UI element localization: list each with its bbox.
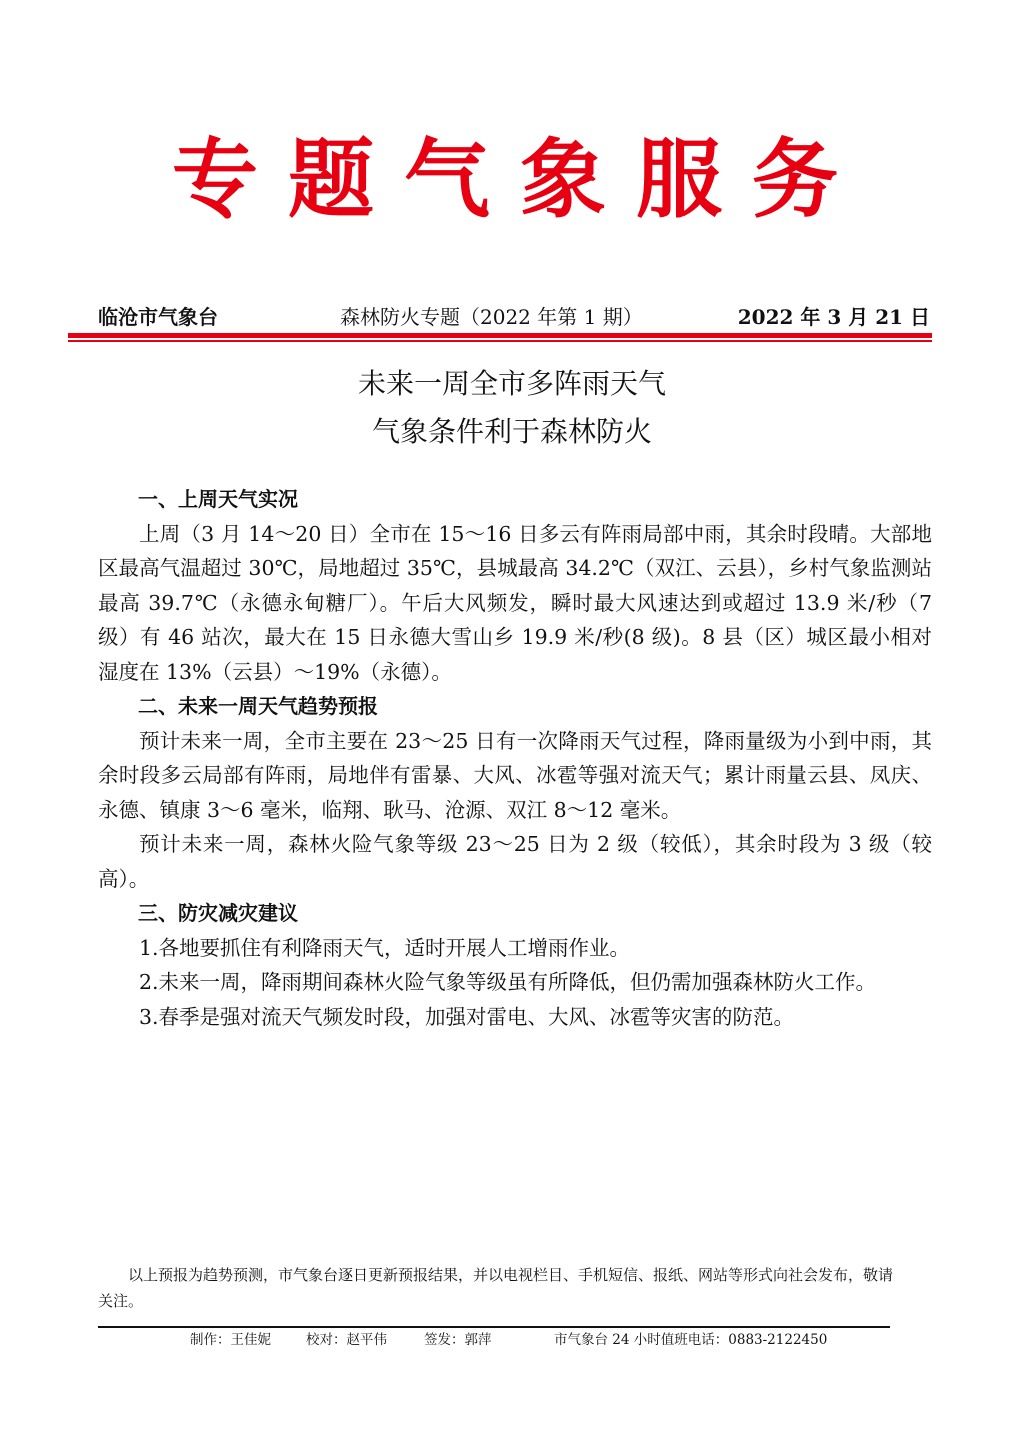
- document-body: [98, 482, 932, 1034]
- footer-proofreader: 校对：赵平伟: [306, 1332, 387, 1348]
- header-divider-thick: [68, 333, 932, 338]
- weather-review-paragraph: 上周（3 月 14～20 日）全市在 15～16 日多云有阵雨局部中雨，其余时段晴。大部地区最高气温超过 30℃，局地超过 35℃，县城最高 34.2℃（双江、云县），乡村气象监测站最高 39.7℃（永德永甸糖厂）。午后大风频发，瞬时最大风速达到或超过 13.9 米/秒（7 级）有 46 站次，最大在 15 日永德大雪山乡 19.9 米/秒(8 级)。8 县（区）城区最小相对湿度在 13%（云县）～19%（永德）。: [98, 521, 932, 684]
- section-heading-advice: 三、防灾减灾建议: [138, 901, 298, 925]
- footer-divider: [98, 1326, 890, 1328]
- footer: [98, 1330, 890, 1350]
- issue-date: 2022 年 3 月 21 日: [737, 305, 930, 329]
- advice-item-2: 2.未来一周，降雨期间森林火险气象等级虽有所降低，但仍需加强森林防火工作。: [139, 970, 877, 994]
- headline-line-2: 气象条件利于森林防火: [371, 415, 652, 448]
- footer-hotline: 市气象台 24 小时值班电话：0883-2122450: [554, 1332, 828, 1348]
- footer-issuer: 签发：郭萍: [424, 1332, 492, 1348]
- forecast-paragraph-2: 预计未来一周，森林火险气象等级 23～25 日为 2 级（较低），其余时段为 3 级（较高）。: [98, 832, 932, 891]
- headline: [0, 360, 1024, 456]
- issue-number: 森林防火专题（2022 年第 1 期）: [340, 305, 643, 329]
- forecast-paragraph-1: 预计未来一周，全市主要在 23～25 日有一次降雨天气过程，降雨量级为小到中雨，其余时段多云局部有阵雨，局地伴有雷暴、大风、冰雹等强对流天气；累计雨量云县、凤庆、永德、镇康 3～6 毫米，临翔、耿马、沧源、双江 8～12 毫米。: [98, 728, 932, 822]
- section-heading-weather-review: 一、上周天气实况: [138, 487, 298, 511]
- header-divider-thin: [68, 340, 932, 342]
- organization-name: 临沧市气象台: [98, 305, 218, 329]
- masthead-title: 专题气象服务: [172, 130, 868, 230]
- footer-producer: 制作：王佳妮: [190, 1332, 271, 1348]
- advice-item-3: 3.春季是强对流天气频发时段，加强对雷电、大风、冰雹等灾害的防范。: [139, 1004, 795, 1029]
- headline-line-1: 未来一周全市多阵雨天气: [357, 367, 666, 400]
- section-heading-forecast: 二、未来一周天气趋势预报: [138, 694, 378, 718]
- footnote: 以上预报为趋势预测，市气象台逐日更新预报结果，并以电视栏目、手机短信、报纸、网站等形式向社会发布，敬请关注。: [98, 1266, 894, 1310]
- advice-item-1: 1.各地要抓住有利降雨天气，适时开展人工增雨作业。: [139, 935, 631, 960]
- header-meta-row: [98, 300, 930, 334]
